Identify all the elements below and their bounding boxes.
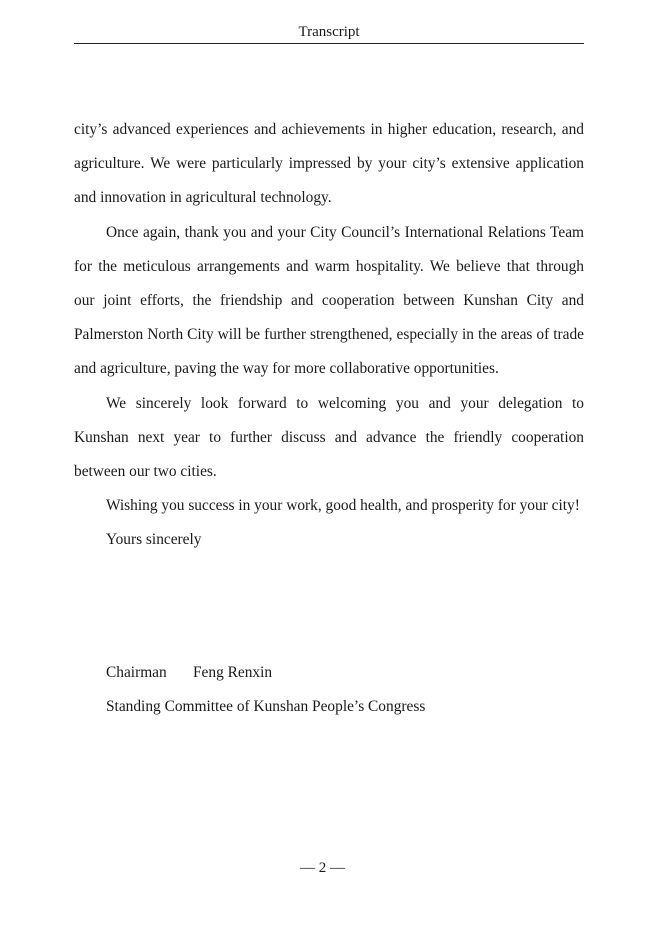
signatory-name: Feng Renxin bbox=[193, 664, 273, 681]
signature-block bbox=[106, 656, 425, 724]
paragraph-wishes: Wishing you success in your work, good health, and prosperity for your city! bbox=[106, 497, 580, 515]
closing-salutation: Yours sincerely bbox=[106, 531, 202, 549]
paragraph-invitation: We sincerely look forward to welcoming you and your delegation to Kunshan next year to further discuss and advance the friendly cooperation between our two cities. bbox=[74, 394, 584, 481]
letter-body bbox=[74, 113, 584, 558]
paragraph-continuation: city’s advanced experiences and achievements in higher education, research, and agriculture. We were particularly impressed by your city’s extensive application and innovation in agricultural technology. bbox=[74, 121, 584, 207]
paragraph-thanks: Once again, thank you and your City Council’s International Relations Team for the meticulous arrangements and warm hospitality. We believe that through our joint efforts, the friendship and cooperation between Kunshan City and Palmerston North City will be further strengthened, especially in the areas of trade and agriculture, paving the way for more collaborative opportunities. bbox=[74, 223, 584, 378]
header-divider bbox=[74, 43, 584, 44]
page-header-title: Transcript bbox=[298, 24, 360, 40]
signatory-line bbox=[106, 656, 425, 690]
page-number: — 2 — bbox=[300, 860, 345, 876]
signatory-title: Chairman bbox=[106, 664, 167, 681]
signatory-organization: Standing Committee of Kunshan People’s Congress bbox=[106, 698, 426, 716]
